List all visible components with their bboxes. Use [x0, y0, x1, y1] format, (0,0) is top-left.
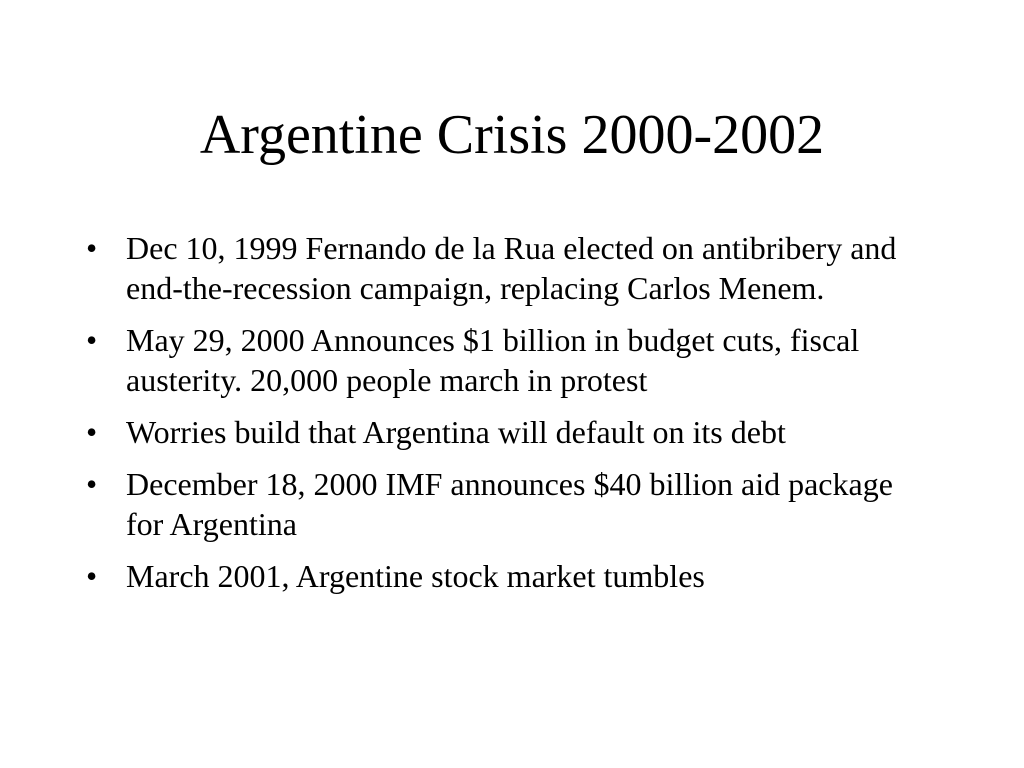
bullet-text: March 2001, Argentine stock market tumbles — [126, 558, 705, 594]
bullet-list — [86, 228, 906, 608]
bullet-item — [86, 320, 906, 400]
bullet-icon: • — [86, 414, 98, 450]
bullet-item — [86, 228, 906, 308]
slide-title: Argentine Crisis 2000-2002 — [199, 104, 825, 166]
bullet-icon: • — [86, 322, 98, 358]
bullet-text: December 18, 2000 IMF announces $40 billion aid package for Argentina — [126, 466, 893, 542]
bullet-item — [86, 464, 906, 544]
bullet-icon: • — [86, 466, 98, 502]
bullet-icon: • — [86, 230, 98, 266]
bullet-text: Worries build that Argentina will default on its debt — [126, 414, 786, 450]
bullet-text: Dec 10, 1999 Fernando de la Rua elected on antibribery and end-the-recession campaign, replacing Carlos Menem. — [126, 230, 897, 306]
bullet-icon: • — [86, 558, 98, 594]
bullet-item — [86, 556, 906, 596]
bullet-item — [86, 412, 906, 452]
bullet-text: May 29, 2000 Announces $1 billion in budget cuts, fiscal austerity. 20,000 people march in protest — [126, 322, 860, 398]
